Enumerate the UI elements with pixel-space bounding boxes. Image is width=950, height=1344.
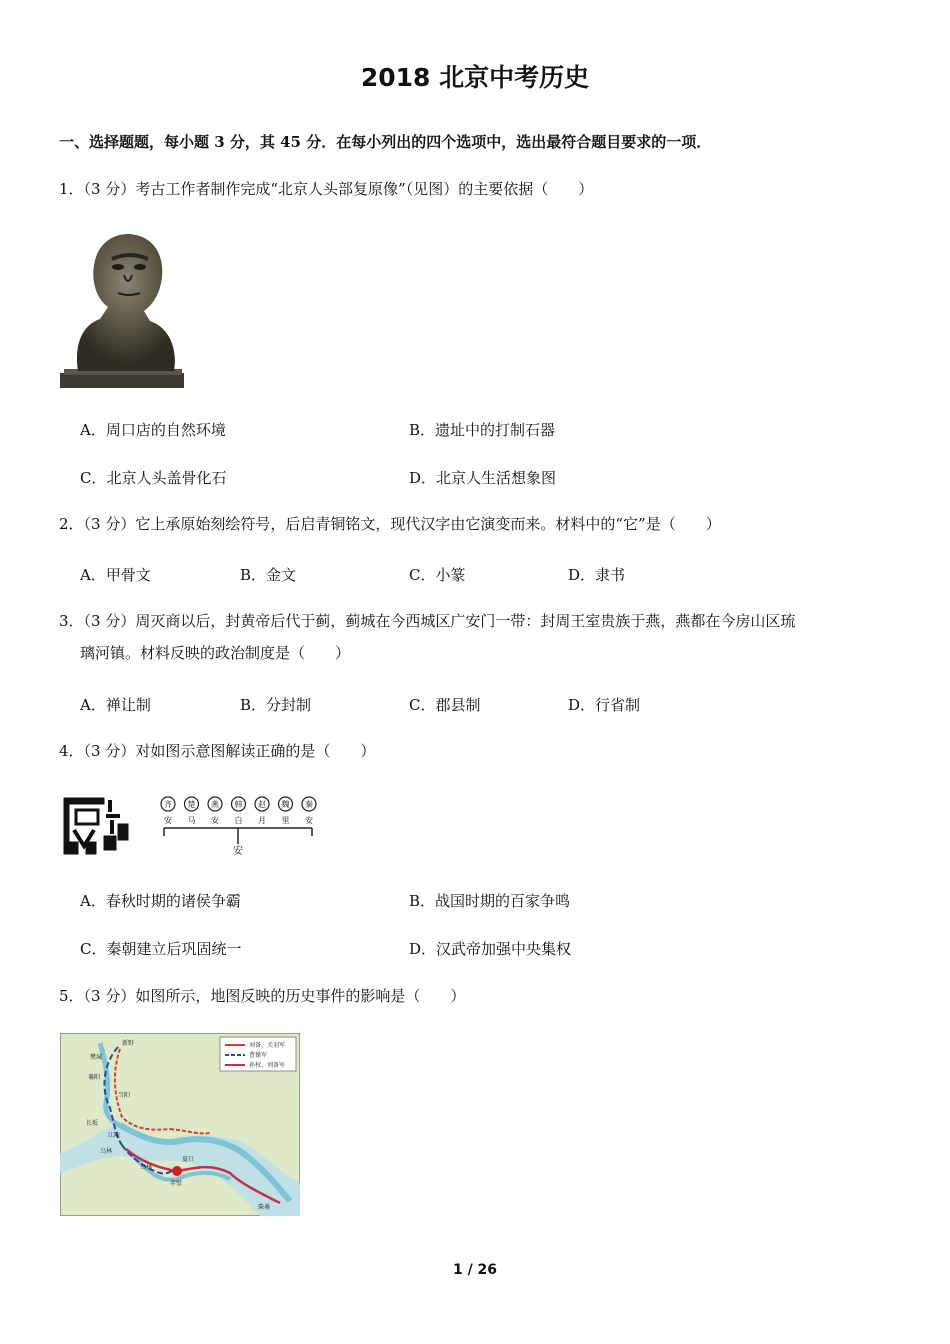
- script-variant-glyph-6: 安: [305, 816, 313, 825]
- question-3-stem-line-1: 3．（3 分）周灭商以后，封黄帝后代于蓟，蓟城在今西城区广安门一带：封周王室贵族于燕，燕都在今房山区琉: [59, 612, 796, 630]
- map-place-label-8: 赤壁: [170, 1180, 183, 1187]
- script-variant-glyph-1: 马: [187, 816, 196, 825]
- map-place-label-2: 襄阳: [88, 1074, 101, 1081]
- map-place-label-7: 乌林: [140, 1164, 153, 1171]
- script-variant-glyph-2: 安: [211, 816, 219, 825]
- page-title: 2018 北京中考历史: [360, 63, 590, 92]
- state-glyph-5: 魏: [281, 800, 290, 809]
- battle-of-chibi-map: [60, 1033, 300, 1216]
- question-3-option-b: B．分封制: [240, 696, 312, 714]
- state-glyph-3: 韩: [234, 800, 243, 809]
- question-2-option-b: B．金文: [240, 566, 297, 584]
- map-place-label-6: 乌林: [100, 1148, 113, 1155]
- script-variant-glyph-3: 白: [234, 816, 243, 825]
- state-glyph-1: 楚: [187, 800, 196, 809]
- question-2-option-a: A．甲骨文: [80, 566, 151, 584]
- section-heading: 一、选择题题，每小题 3 分，其 45 分．在每小列出的四个选项中，选出最符合题目要求的一项．: [59, 133, 712, 151]
- state-glyph-2: 燕: [211, 800, 219, 809]
- script-variant-glyph-5: 里: [281, 816, 290, 825]
- map-place-label-3: 当阳: [118, 1092, 131, 1099]
- page-number: 1 / 26: [452, 1262, 498, 1278]
- legend-label-2: 孙权、刘备军: [249, 1062, 286, 1069]
- map-place-label-5: 江陵: [108, 1132, 121, 1139]
- script-variant-glyph-4: 月: [258, 816, 266, 825]
- question-4-option-a: A．春秋时期的诸侯争霸: [80, 892, 241, 910]
- question-4-option-c: C．秦朝建立后巩固统一: [80, 940, 242, 958]
- question-3-stem-line-2: 璃河镇。材料反映的政治制度是（ ）: [80, 644, 351, 662]
- map-place-label-9: 夏口: [182, 1156, 195, 1163]
- question-5-stem: 5．（3 分）如图所示，地图反映的历史事件的影响是（ ）: [59, 987, 466, 1005]
- question-4-option-d: D．汉武帝加强中央集权: [409, 940, 572, 958]
- state-glyph-4: 赵: [258, 800, 266, 809]
- question-2-option-d: D．隶书: [568, 566, 626, 584]
- map-place-label-10: 柴桑: [258, 1204, 271, 1211]
- question-2-stem: 2．（3 分）它上承原始刻绘符号，后启青铜铭文，现代汉字由它演变而来。材料中的“它”是（ ）: [59, 515, 721, 533]
- question-1-option-a: A．周口店的自然环境: [80, 421, 226, 439]
- script-unification-diagram: [60, 790, 330, 860]
- question-4-stem: 4．（3 分）对如图示意图解读正确的是（ ）: [59, 742, 376, 760]
- question-3-option-d: D．行省制: [568, 696, 641, 714]
- peking-man-bust-image: [60, 225, 184, 388]
- question-3-option-a: A．禅让制: [80, 696, 151, 714]
- question-2-option-c: C．小篆: [409, 566, 466, 584]
- seal-glyph-icon: [64, 798, 128, 854]
- map-place-label-1: 樊城: [90, 1054, 103, 1061]
- map-place-label-0: 新野: [122, 1040, 135, 1047]
- map-place-label-4: 长坂: [86, 1120, 99, 1127]
- state-glyph-0: 齐: [164, 800, 172, 809]
- state-glyph-6: 秦: [305, 800, 313, 809]
- legend-label-0: 刘备、关羽军: [249, 1042, 286, 1049]
- question-4-option-b: B．战国时期的百家争鸣: [409, 892, 571, 910]
- question-1-option-c: C．北京人头盖骨化石: [80, 469, 227, 487]
- question-3-option-c: C．郡县制: [409, 696, 481, 714]
- script-variant-glyph-0: 安: [164, 816, 172, 825]
- question-1-stem: 1．（3 分）考古工作者制作完成“北京人头部复原像”（见图）的主要依据（ ）: [59, 180, 594, 198]
- diagram-base-glyph: 安: [233, 846, 243, 857]
- question-1-option-b: B．遗址中的打制石器: [409, 421, 556, 439]
- legend-label-1: 曹操军: [249, 1052, 268, 1059]
- question-1-option-d: D．北京人生活想象图: [409, 469, 557, 487]
